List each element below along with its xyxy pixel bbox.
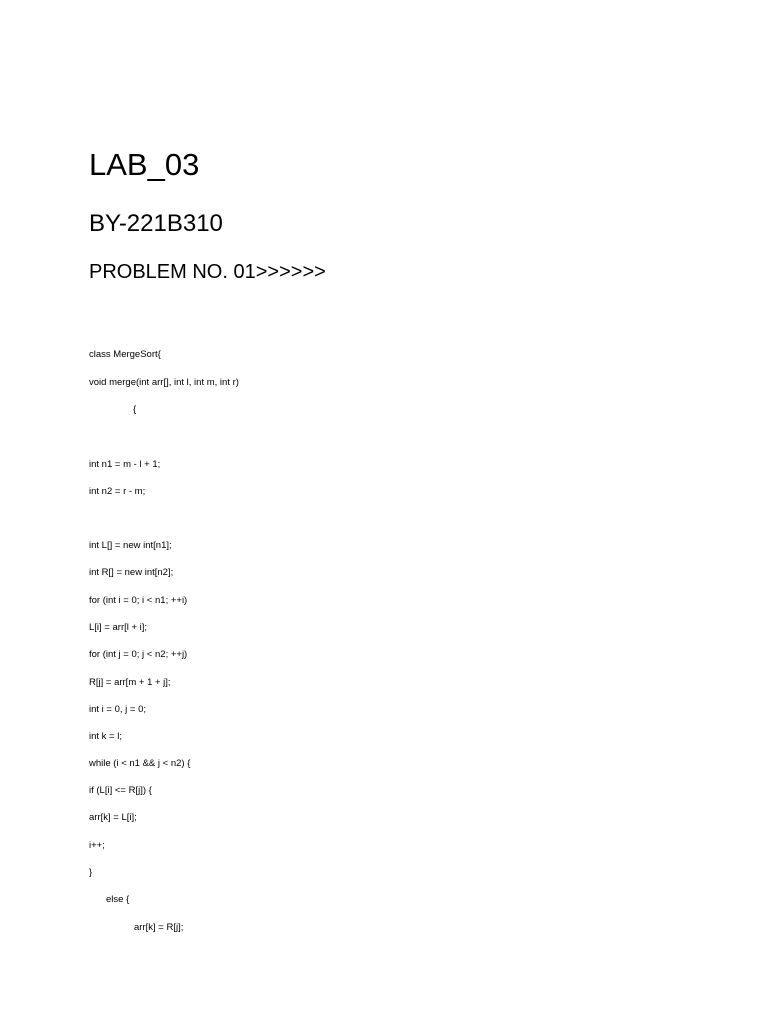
code-line: if (L[i] <= R[j]) { bbox=[89, 785, 152, 796]
code-line: int n1 = m - l + 1; bbox=[89, 459, 161, 470]
document-title: LAB_03 bbox=[89, 147, 200, 182]
code-line: class MergeSort{ bbox=[89, 349, 161, 360]
code-line: else { bbox=[106, 894, 130, 905]
code-line: void merge(int arr[], int l, int m, int r) bbox=[89, 377, 239, 388]
code-line: for (int i = 0; i < n1; ++i) bbox=[89, 595, 188, 606]
code-line: R[j] = arr[m + 1 + j]; bbox=[89, 677, 171, 688]
code-line: i++; bbox=[89, 840, 105, 851]
code-line: arr[k] = R[j]; bbox=[134, 922, 184, 933]
code-line: int i = 0, j = 0; bbox=[89, 704, 147, 715]
code-line: while (i < n1 && j < n2) { bbox=[89, 758, 191, 769]
code-line: { bbox=[133, 404, 137, 415]
code-line: for (int j = 0; j < n2; ++j) bbox=[89, 649, 188, 660]
problem-heading: PROBLEM NO. 01>>>>>> bbox=[89, 261, 326, 283]
code-line: int k = l; bbox=[89, 731, 122, 742]
code-line: } bbox=[89, 867, 93, 878]
code-line: arr[k] = L[i]; bbox=[89, 812, 137, 823]
code-line: int L[] = new int[n1]; bbox=[89, 540, 172, 551]
code-line: int R[] = new int[n2]; bbox=[89, 567, 174, 578]
code-line: L[i] = arr[l + i]; bbox=[89, 622, 148, 633]
code-line: int n2 = r - m; bbox=[89, 486, 146, 497]
author-line: BY-221B310 bbox=[89, 210, 223, 237]
